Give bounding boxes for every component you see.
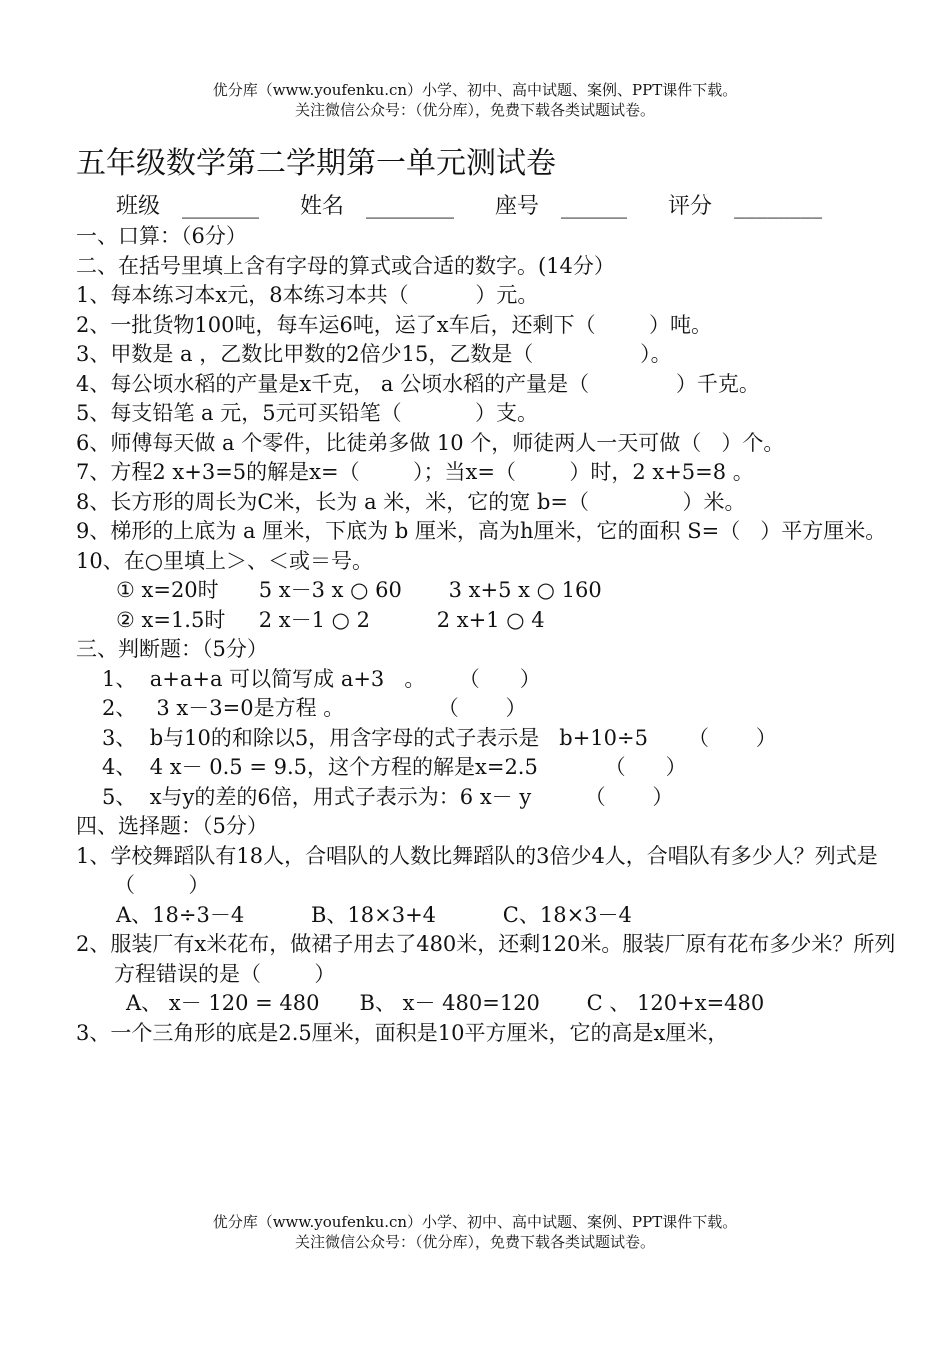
score-label: 评分 bbox=[668, 194, 713, 219]
question-2-10-part-2: ② x=1.5时 2 x－1 ○ 2 2 x+1 ○ 4 bbox=[116, 607, 545, 632]
judge-item-5: 5、 x与y的差的6倍，用式子表示为：6 x－ y （ ） bbox=[102, 784, 674, 809]
choice-question-3: 3、一个三角形的底是2.5厘米，面积是10平方厘米，它的高是x厘米， bbox=[76, 1020, 729, 1045]
header-line-1: 优分库（www.youfenku.cn）小学、初中、高中试题、案例、PPT课件下载。 bbox=[212, 81, 738, 99]
choice-question-1-options: A、18÷3－4 B、18×3+4 C、18×3－4 bbox=[116, 902, 632, 927]
question-2-10: 10、在○里填上＞、＜或＝号。 bbox=[76, 548, 374, 573]
question-2-4: 4、每公顷水稻的产量是x千克， a 公顷水稻的产量是（ ）千克。 bbox=[76, 371, 760, 396]
page-header bbox=[0, 80, 950, 120]
seat-blank: ______ bbox=[561, 194, 628, 219]
header-line-2: 关注微信公众号：（优分库），免费下载各类试题试卷。 bbox=[294, 101, 655, 119]
section-1-heading: 一、口算：（6分） bbox=[76, 224, 247, 248]
question-2-5: 5、每支铅笔 a 元，5元可买铅笔（ ）支。 bbox=[76, 401, 539, 425]
section-2-heading: 二、在括号里填上含有字母的算式或合适的数字。(14分） bbox=[76, 253, 615, 278]
exam-title: 五年级数学第二学期第一单元测试卷 bbox=[76, 146, 556, 181]
score-blank: ________ bbox=[734, 194, 823, 219]
name-label: 姓名 bbox=[300, 194, 345, 219]
question-2-1: 1、每本练习本x元，8本练习本共（ ）元。 bbox=[76, 283, 539, 307]
page-footer bbox=[0, 1212, 950, 1252]
question-2-2: 2、一批货物100吨，每车运6吨，运了x车后，还剩下（ ）吨。 bbox=[76, 312, 713, 337]
judge-item-2: 2、 3 x－3=0是方程 。 （ ） bbox=[102, 696, 527, 720]
judge-item-1: 1、 a+a+a 可以简写成 a+3 。 （ ） bbox=[102, 666, 541, 691]
name-blank: ________ bbox=[366, 194, 455, 219]
exam-body bbox=[76, 140, 896, 1048]
judge-item-4: 4、 4 x－ 0.5 = 9.5，这个方程的解是x=2.5 （ ） bbox=[102, 755, 687, 779]
section-3-heading: 三、判断题：（5分） bbox=[76, 637, 268, 661]
seat-label: 座号 bbox=[495, 194, 540, 219]
class-blank: _______ bbox=[182, 194, 260, 219]
question-2-7: 7、方程2 x+3=5的解是x=（ ）；当x=（ ）时，2 x+5=8 。 bbox=[76, 460, 754, 484]
question-2-10-part-1: ① x=20时 5 x－3 x ○ 60 3 x+5 x ○ 160 bbox=[116, 578, 602, 602]
choice-question-2: 2、服装厂有x米花布，做裙子用去了480米，还剩120米。服装厂原有花布多少米？所列方程错误的是（ ） bbox=[76, 932, 896, 986]
section-4-heading: 四、选择题：（5分） bbox=[76, 814, 268, 838]
question-2-6: 6、师傅每天做 a 个零件，比徒弟多做 10 个，师徒两人一天可做（ ）个。 bbox=[76, 430, 785, 455]
choice-question-2-options: A、 x－ 120 = 480 B、 x－ 480=120 C 、 120+x=480 bbox=[126, 991, 765, 1015]
judge-item-3: 3、 b与10的和除以5，用含字母的式子表示是 b+10÷5 （ ） bbox=[102, 725, 777, 750]
question-2-9: 9、梯形的上底为 a 厘米，下底为 b 厘米，高为h厘米，它的面积 S=（ ）平方厘米。 bbox=[76, 519, 887, 543]
choice-question-1: 1、学校舞蹈队有18人，合唱队的人数比舞蹈队的3倍少4人，合唱队有多少人？列式是（ ） bbox=[76, 843, 878, 897]
footer-line-2: 关注微信公众号：（优分库），免费下载各类试题试卷。 bbox=[294, 1233, 655, 1251]
footer-line-1: 优分库（www.youfenku.cn）小学、初中、高中试题、案例、PPT课件下载。 bbox=[212, 1213, 738, 1231]
class-label: 班级 bbox=[116, 194, 161, 219]
student-info-row bbox=[116, 192, 896, 222]
question-2-8: 8、长方形的周长为C米，长为 a 米，米，它的宽 b=（ ）米。 bbox=[76, 489, 746, 514]
question-2-3: 3、甲数是 a ，乙数比甲数的2倍少15，乙数是（ ）。 bbox=[76, 342, 672, 366]
